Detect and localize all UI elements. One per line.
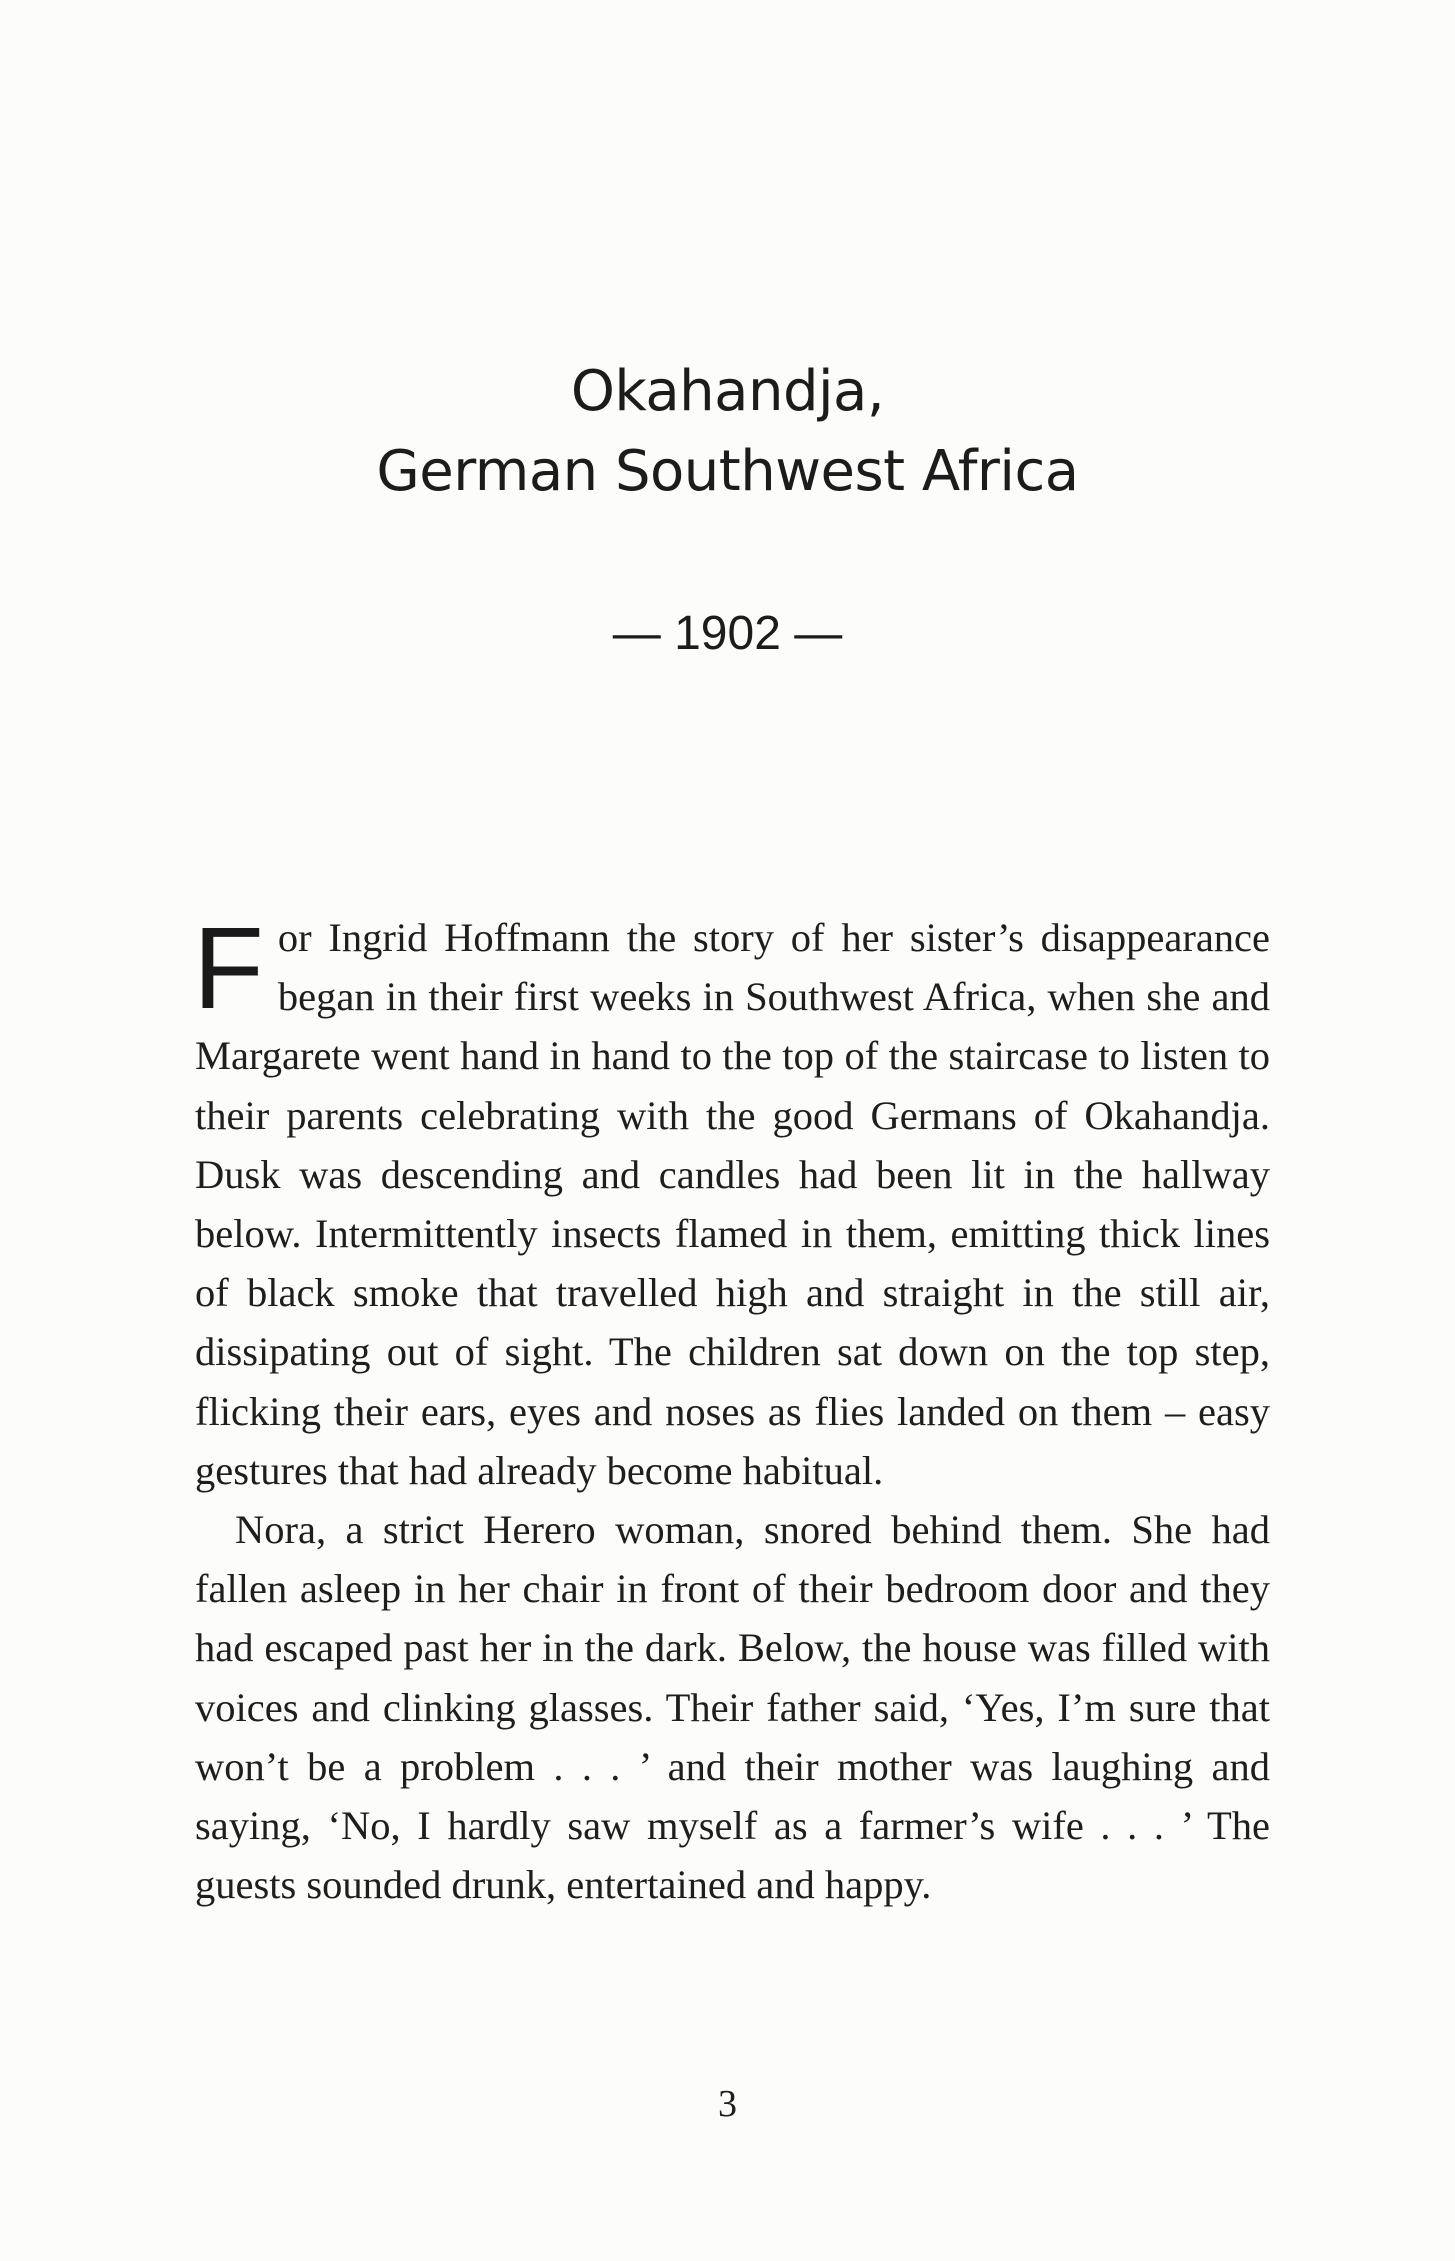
chapter-title-line-1: Okahandja, xyxy=(570,359,885,424)
chapter-title-line-2: German Southwest Africa xyxy=(376,439,1079,504)
paragraph-1: For Ingrid Hoffmann the story of her sister’s disappearance began in their first weeks in Southwest Africa, when she and Margarete went hand in hand to the top of the staircase to listen to their parents celebrating with the good Germans of Okahandja. Dusk was descending and candles had been lit in the hallway below. Intermittently insects flamed in them, emitting thick lines of black smoke that travelled high and straight in the still air, dissipating out of sight. The children sat down on the top step, flicking their ears, eyes and noses as flies landed on them – easy gestures that had already become habitual. xyxy=(193,903,1270,1493)
body-text xyxy=(193,903,1270,1914)
paragraph-2: Nora, a strict Herero woman, snored behind them. She had fallen asleep in her chair in front of their bedroom door and they had escaped past her in the dark. Below, the house was filled with voices and clinking glasses. Their father said, ‘Yes, I’m sure that won’t be a problem . . . ’ and their mother was laughing and saying, ‘No, I hardly saw myself as a farmer’s wife . . . ’ The guests sounded drunk, entertained and happy. xyxy=(195,1507,1270,1908)
chapter-year: — 1902 — xyxy=(612,607,843,660)
page-number: 3 xyxy=(718,2083,737,2125)
